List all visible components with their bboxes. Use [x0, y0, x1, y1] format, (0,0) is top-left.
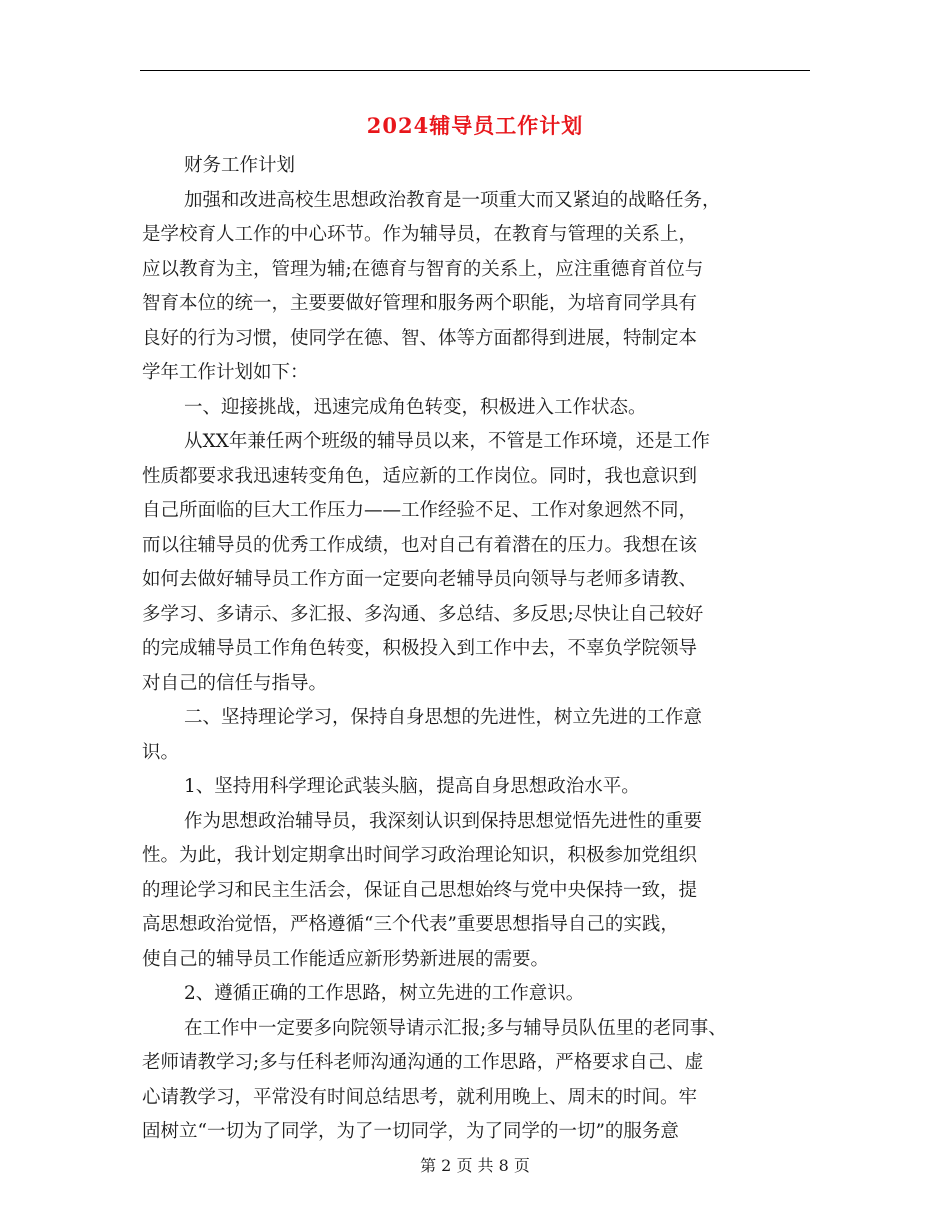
text-line: 在工作中一定要多向院领导请示汇报;多与辅导员队伍里的老同事、	[184, 1017, 727, 1039]
text-line: 高思想政治觉悟，严格遵循“三个代表”重要思想指导自己的实践，	[142, 914, 679, 935]
text-line: 从XX年兼任两个班级的辅导员以来，不管是工作环境，还是工作	[184, 431, 710, 452]
text-line: 老师请教学习;多与任科老师沟通沟通的工作思路，严格要求自己、虚	[142, 1052, 704, 1073]
text-line: 如何去做好辅导员工作方面一定要向老辅导员向领导与老师多请教、	[142, 569, 698, 590]
text-line: 2、遵循正确的工作思路，树立先进的工作意识。	[184, 983, 585, 1004]
text-line: 心请教学习，平常没有时间总结思考，就利用晚上、周末的时间。牢	[142, 1086, 698, 1108]
text-line: 自己所面临的巨大工作压力——工作经验不足、工作对象迥然不同，	[142, 500, 698, 521]
text-line: 加强和改进高校生思想政治教育是一项重大而又紧迫的战略任务，	[184, 189, 721, 211]
text-line: 一、迎接挑战，迅速完成角色转变，积极进入工作状态。	[184, 396, 647, 418]
text-line: 财务工作计划	[184, 155, 296, 176]
text-line: 性质都要求我迅速转变角色，适应新的工作岗位。同时，我也意识到	[142, 465, 698, 487]
text-line: 二、坚持理论学习，保持自身思想的先进性，树立先进的工作意	[184, 707, 703, 728]
text-line: 固树立“一切为了同学，为了一切同学，为了同学的一切”的服务意	[142, 1121, 679, 1142]
text-line: 而以往辅导员的优秀工作成绩，也对自己有着潜在的压力。我想在该	[142, 534, 698, 556]
text-line: 良好的行为习惯，使同学在德、智、体等方面都得到进展，特制定本	[142, 327, 698, 349]
text-line: 应以教育为主，管理为辅;在德育与智育的关系上，应注重德育首位与	[142, 258, 704, 280]
text-line: 使自己的辅导员工作能适应新形势新进展的需要。	[142, 948, 550, 970]
header-rule	[140, 70, 810, 71]
text-line: 学年工作计划如下：	[142, 362, 309, 383]
text-line: 的理论学习和民主生活会，保证自己思想始终与党中央保持一致，提	[142, 879, 698, 901]
text-line: 性。为此，我计划定期拿出时间学习政治理论知识，积极参加党组织	[142, 845, 698, 866]
text-line: 智育本位的统一，主要要做好管理和服务两个职能，为培育同学具有	[142, 293, 698, 314]
text-line: 是学校育人工作的中心环节。作为辅导员，在教育与管理的关系上，	[142, 224, 698, 245]
text-line: 多学习、多请示、多汇报、多沟通、多总结、多反思;尽快让自己较好	[142, 603, 704, 625]
text-line: 1、坚持用科学理论武装头脑，提高自身思想政治水平。	[184, 776, 640, 797]
document-body	[142, 149, 810, 1150]
text-line: 的完成辅导员工作角色转变，积极投入到工作中去，不辜负学院领导	[142, 638, 698, 659]
text-line: 对自己的信任与指导。	[142, 672, 328, 694]
text-line: 作为思想政治辅导员，我深刻认识到保持思想觉悟先进性的重要	[184, 810, 703, 832]
text-line: 识。	[142, 741, 180, 763]
page-footer: 第 2 页 共 8 页	[420, 1156, 530, 1175]
document-title: 2024辅导员工作计划	[366, 113, 584, 138]
